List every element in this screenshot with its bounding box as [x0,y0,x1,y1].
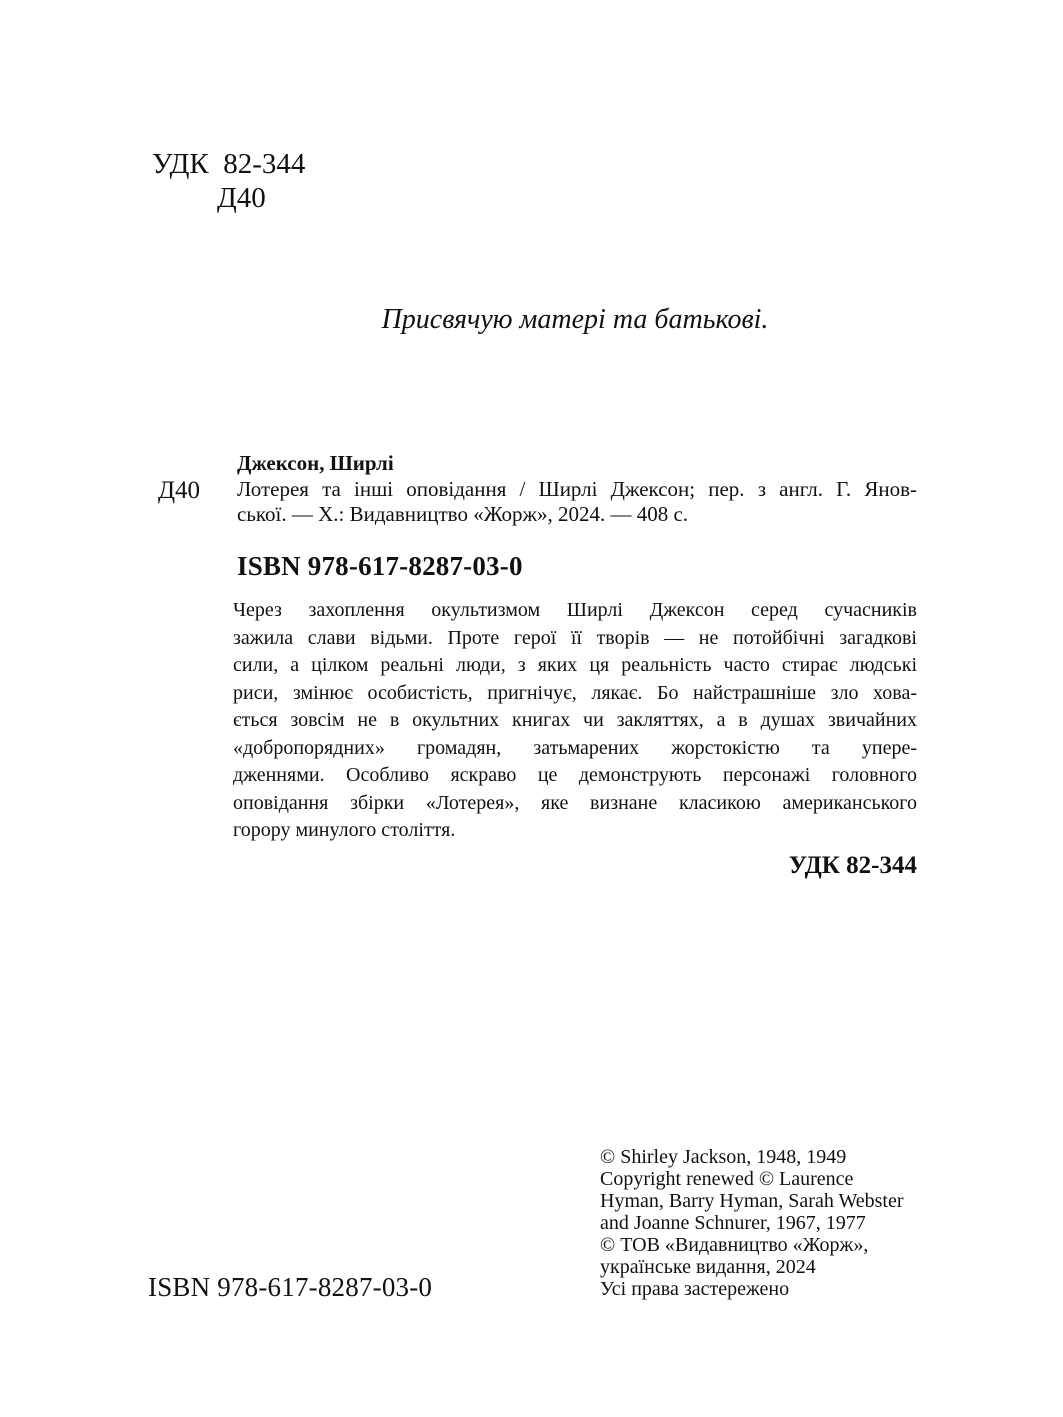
copyright-line: Copyright renewed © Laurence [600,1168,854,1190]
copyright-line: and Joanne Schnurer, 1967, 1977 [600,1212,866,1234]
author-index-code-top: Д40 [217,182,266,214]
isbn-number-card: ISBN 978-617-8287-03-0 [237,551,523,581]
catalog-card-title-line: ської. — Х.: Видавництво «Жорж», 2024. — 408 с. [237,502,689,526]
author-index-code-card: Д40 [158,477,201,504]
catalog-card-title-line: Лотерея та інші оповідання / Ширлі Джексон; пер. з англ. Г. Янов- [237,476,917,501]
isbn-number-bottom: ISBN 978-617-8287-03-0 [148,1272,433,1302]
udk-classification-top: УДК 82-344 [152,148,306,180]
copyright-line: Hyman, Barry Hyman, Sarah Webster [600,1190,904,1212]
dedication-line: Присвячую матері та батькові. [381,304,769,335]
catalog-card [237,451,917,528]
annotation-line: оповідання збірки «Лотерея», яке визнане класикою американського [233,791,917,814]
copyright-block [600,1146,940,1300]
catalog-card-author: Джексон, Ширлі [237,451,394,475]
annotation-paragraph [233,597,917,845]
copyright-line: © Shirley Jackson, 1948, 1949 [600,1146,847,1168]
copyright-line: Усі права застережено [600,1278,790,1300]
udk-classification-bottom: УДК 82-344 [788,852,917,879]
annotation-line: Через захоплення окультизмом Ширлі Джексон серед сучасників [233,599,917,621]
annotation-line: риси, змінює особистість, пригнічує, лякає. Бо найстрашніше зло хова- [233,681,917,704]
annotation-line: ється зовсім не в окультних книгах чи закляттях, а в душах звичайних [233,709,917,731]
copyright-line: © ТОВ «Видавництво «Жорж», [600,1234,869,1256]
catalog-card-title [237,477,917,528]
annotation-line: дженнями. Особливо яскраво це демонструють персонажі головного [233,764,917,786]
annotation-line: сили, а цілком реальні люди, з яких ця реальність часто стирає людські [233,654,917,676]
annotation-line: горору минулого століття. [233,819,456,841]
copyright-line: українське видання, 2024 [600,1256,816,1278]
annotation-line: «добропорядних» громадян, затьмарених жорстокістю та упере- [233,736,917,759]
annotation-line: зажила слави відьми. Проте герої її творів — не потойбічні загадкові [233,626,917,649]
